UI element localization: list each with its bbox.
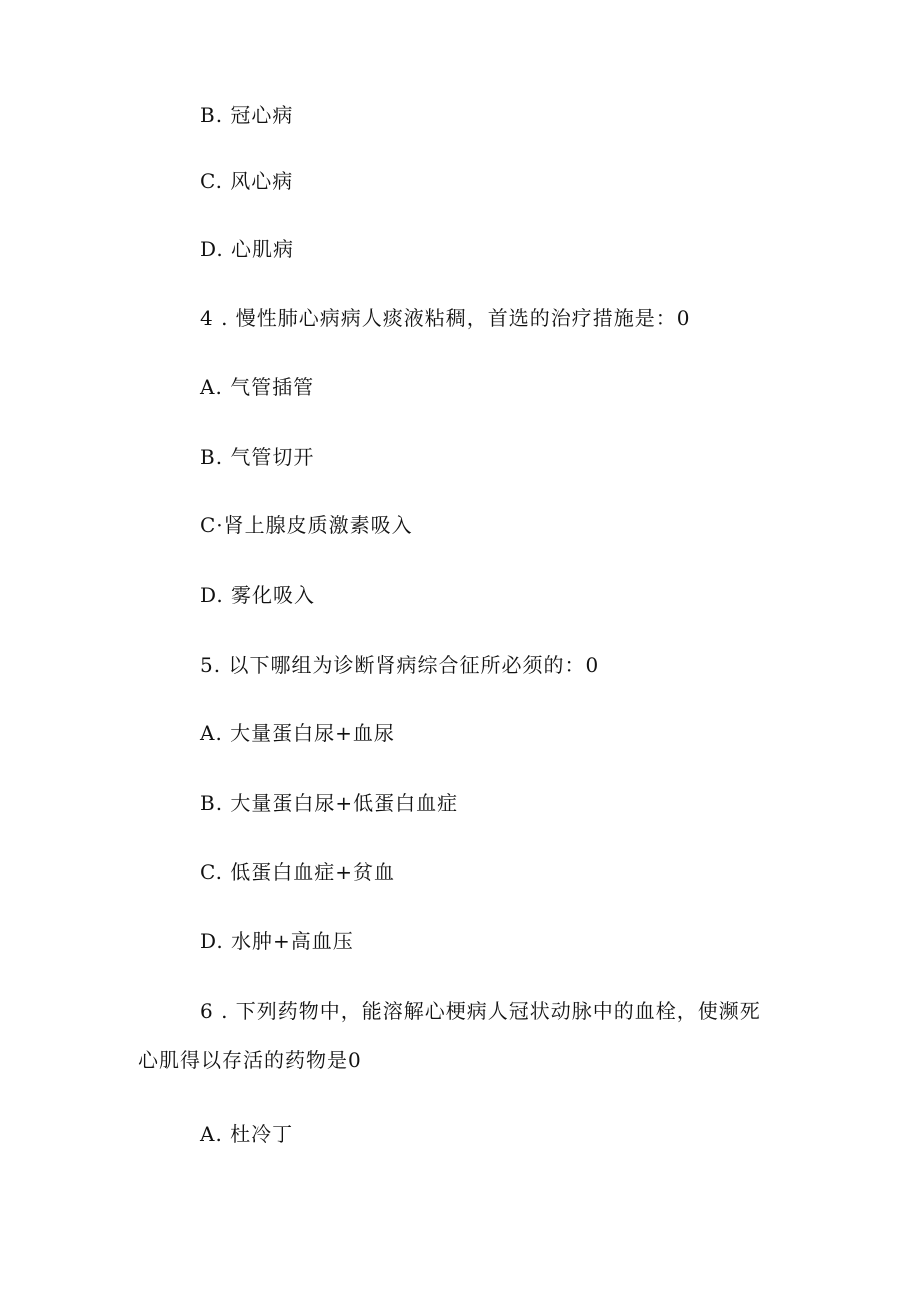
option-c-q4: C·肾上腺皮质激素吸入: [200, 513, 413, 537]
question-6: 6 . 下列药物中，能溶解心梗病人冠状动脉中的血栓，使濒死: [200, 999, 761, 1023]
option-b-q3: B. 冠心病: [200, 103, 294, 127]
question-4: 4 . 慢性肺心病病人痰液粘稠，首选的治疗措施是：0: [200, 306, 691, 330]
option-b-q4: B. 气管切开: [200, 445, 315, 469]
option-b-q5: B. 大量蛋白尿+低蛋白血症: [200, 791, 459, 815]
option-d-q3: D. 心肌病: [200, 237, 295, 261]
option-d-q4: D. 雾化吸入: [200, 583, 316, 607]
option-c-q5: C. 低蛋白血症+贫血: [200, 860, 396, 884]
question-5: 5. 以下哪组为诊断肾病综合征所必须的：0: [200, 653, 600, 677]
option-a-q4: A. 气管插管: [200, 375, 315, 399]
option-a-q6: A. 杜冷丁: [200, 1122, 294, 1146]
option-a-q5: A. 大量蛋白尿+血尿: [200, 721, 395, 745]
option-d-q5: D. 水肿+高血压: [200, 929, 354, 953]
option-c-q3: C. 风心病: [200, 169, 294, 193]
question-6-continuation: 心肌得以存活的药物是0: [138, 1048, 362, 1072]
